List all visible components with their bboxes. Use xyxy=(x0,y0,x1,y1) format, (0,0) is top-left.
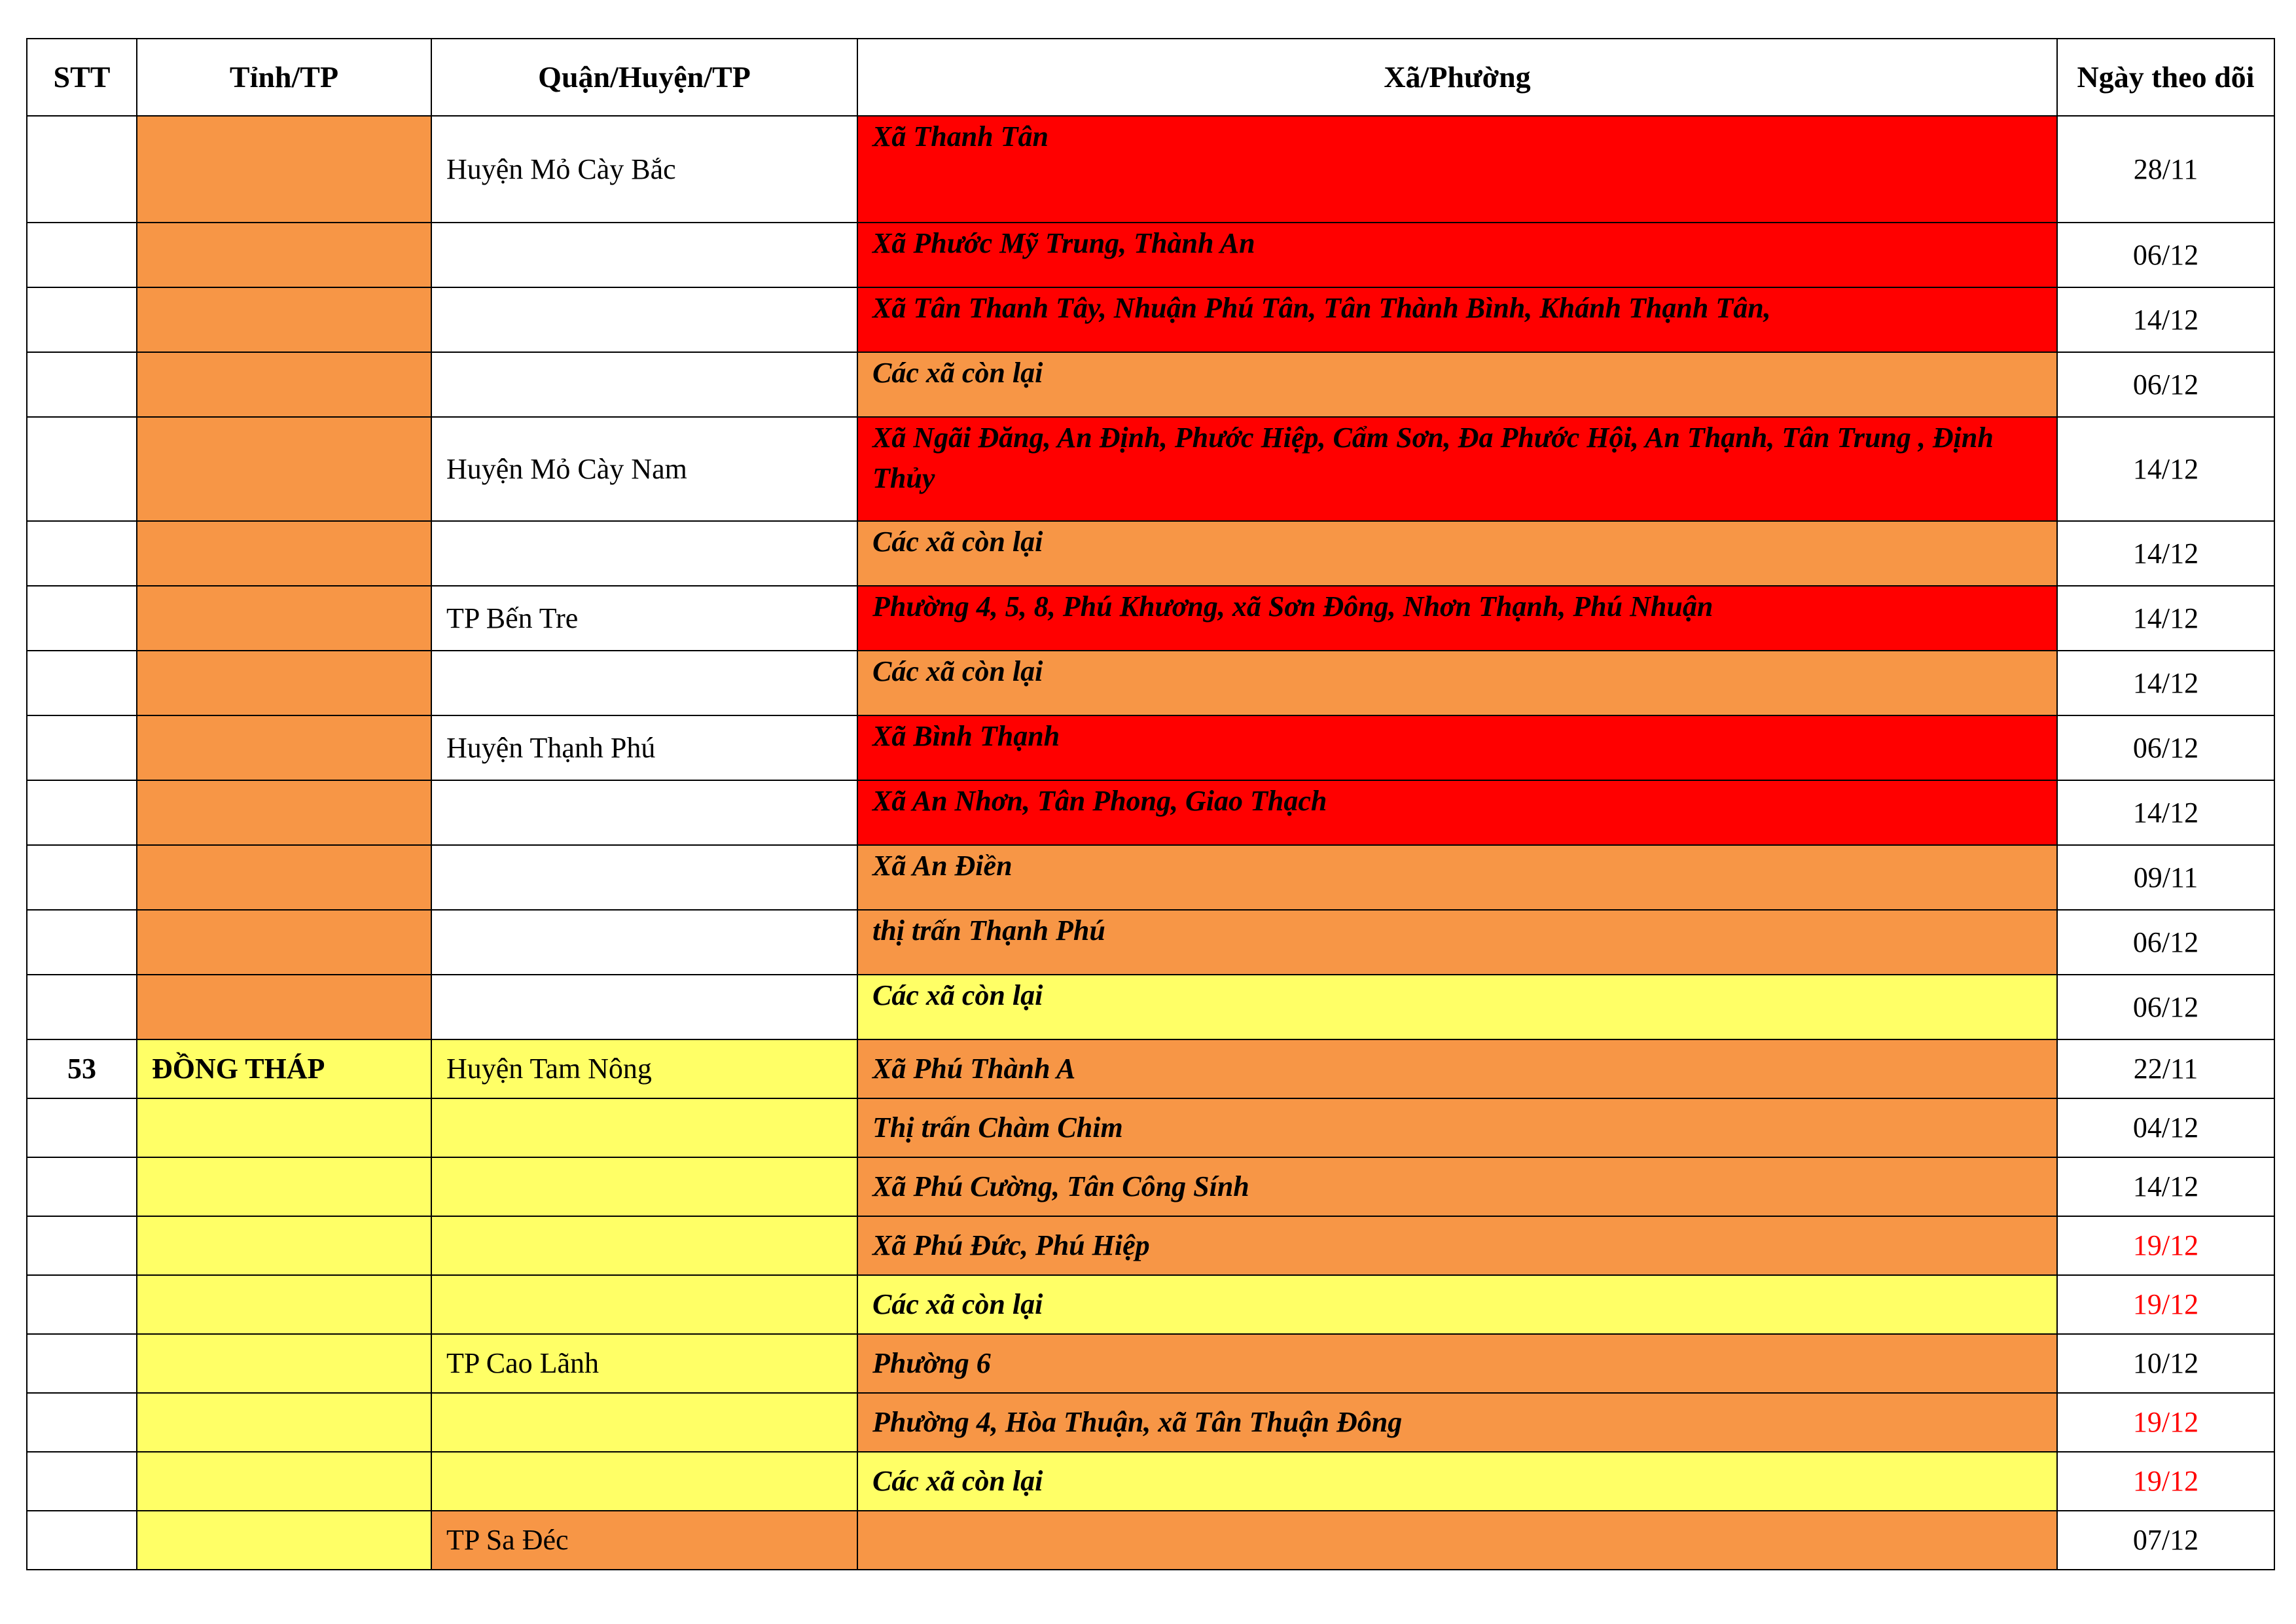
district-cell: TP Cao Lãnh xyxy=(431,1334,857,1393)
stt-cell xyxy=(27,1275,137,1334)
ward-cell: Phường 4, 5, 8, Phú Khương, xã Sơn Đông, Nhơn Thạnh, Phú Nhuận xyxy=(857,586,2057,651)
date-cell: 14/12 xyxy=(2057,287,2274,352)
table-row xyxy=(27,116,2274,223)
ward-cell: Các xã còn lại xyxy=(857,975,2057,1039)
date-cell: 19/12 xyxy=(2057,1275,2274,1334)
date-cell: 06/12 xyxy=(2057,715,2274,780)
district-cell xyxy=(431,521,857,586)
stt-cell xyxy=(27,116,137,223)
table-row xyxy=(27,715,2274,780)
district-cell xyxy=(431,910,857,975)
ward-cell: Xã An Điền xyxy=(857,845,2057,910)
date-cell: 14/12 xyxy=(2057,1157,2274,1216)
table-row xyxy=(27,845,2274,910)
date-cell: 22/11 xyxy=(2057,1039,2274,1098)
ward-cell: Các xã còn lại xyxy=(857,521,2057,586)
stt-cell xyxy=(27,1393,137,1452)
ward-cell: Xã Phú Cường, Tân Công Sính xyxy=(857,1157,2057,1216)
stt-cell xyxy=(27,651,137,715)
ward-cell: Xã An Nhơn, Tân Phong, Giao Thạch xyxy=(857,780,2057,845)
ward-cell: Thị trấn Chàm Chim xyxy=(857,1098,2057,1157)
province-cell xyxy=(137,1216,431,1275)
district-cell xyxy=(431,1216,857,1275)
table-row xyxy=(27,1216,2274,1275)
district-cell xyxy=(431,352,857,417)
date-cell: 06/12 xyxy=(2057,352,2274,417)
province-cell xyxy=(137,521,431,586)
stt-cell xyxy=(27,1452,137,1511)
ward-cell: Xã Ngãi Đăng, An Định, Phước Hiệp, Cẩm Sơn, Đa Phước Hội, An Thạnh, Tân Trung , Định Thủy xyxy=(857,417,2057,521)
stt-cell: 53 xyxy=(27,1039,137,1098)
province-cell xyxy=(137,1334,431,1393)
table-row xyxy=(27,975,2274,1039)
province-cell xyxy=(137,1157,431,1216)
date-cell: 28/11 xyxy=(2057,116,2274,223)
table-row xyxy=(27,1393,2274,1452)
province-cell xyxy=(137,1511,431,1570)
ward-cell: Các xã còn lại xyxy=(857,651,2057,715)
date-cell: 10/12 xyxy=(2057,1334,2274,1393)
ward-cell: Xã Bình Thạnh xyxy=(857,715,2057,780)
stt-cell xyxy=(27,223,137,287)
table-row xyxy=(27,1334,2274,1393)
stt-cell xyxy=(27,910,137,975)
province-cell xyxy=(137,975,431,1039)
province-cell: ĐỒNG THÁP xyxy=(137,1039,431,1098)
ward-cell: Phường 4, Hòa Thuận, xã Tân Thuận Đông xyxy=(857,1393,2057,1452)
date-cell: 04/12 xyxy=(2057,1098,2274,1157)
table-row xyxy=(27,521,2274,586)
province-cell xyxy=(137,586,431,651)
date-cell: 06/12 xyxy=(2057,910,2274,975)
district-cell: TP Bến Tre xyxy=(431,586,857,651)
ward-cell: thị trấn Thạnh Phú xyxy=(857,910,2057,975)
province-cell xyxy=(137,1098,431,1157)
table-row xyxy=(27,1511,2274,1570)
date-cell: 14/12 xyxy=(2057,780,2274,845)
province-cell xyxy=(137,417,431,521)
district-cell xyxy=(431,287,857,352)
ward-cell xyxy=(857,1511,2057,1570)
province-cell xyxy=(137,845,431,910)
district-cell: Huyện Mỏ Cày Nam xyxy=(431,417,857,521)
stt-cell xyxy=(27,352,137,417)
ward-cell: Xã Thanh Tân xyxy=(857,116,2057,223)
date-cell: 06/12 xyxy=(2057,975,2274,1039)
date-cell: 14/12 xyxy=(2057,651,2274,715)
date-cell: 09/11 xyxy=(2057,845,2274,910)
table-row xyxy=(27,1452,2274,1511)
province-cell xyxy=(137,910,431,975)
district-cell xyxy=(431,780,857,845)
table-row xyxy=(27,586,2274,651)
date-cell: 19/12 xyxy=(2057,1452,2274,1511)
district-cell xyxy=(431,1157,857,1216)
header-ward: Xã/Phường xyxy=(857,39,2057,116)
ward-cell: Xã Phước Mỹ Trung, Thành An xyxy=(857,223,2057,287)
province-cell xyxy=(137,223,431,287)
district-cell xyxy=(431,1098,857,1157)
stt-cell xyxy=(27,521,137,586)
district-cell: Huyện Mỏ Cày Bắc xyxy=(431,116,857,223)
district-cell xyxy=(431,223,857,287)
province-cell xyxy=(137,287,431,352)
district-cell: Huyện Tam Nông xyxy=(431,1039,857,1098)
province-cell xyxy=(137,780,431,845)
stt-cell xyxy=(27,780,137,845)
date-cell: 06/12 xyxy=(2057,223,2274,287)
stt-cell xyxy=(27,1098,137,1157)
table-row xyxy=(27,1098,2274,1157)
table-row xyxy=(27,1275,2274,1334)
header-stt: STT xyxy=(27,39,137,116)
stt-cell xyxy=(27,975,137,1039)
province-cell xyxy=(137,352,431,417)
date-cell: 19/12 xyxy=(2057,1393,2274,1452)
district-cell xyxy=(431,975,857,1039)
header-district: Quận/Huyện/TP xyxy=(431,39,857,116)
ward-cell: Xã Tân Thanh Tây, Nhuận Phú Tân, Tân Thành Bình, Khánh Thạnh Tân, xyxy=(857,287,2057,352)
province-cell xyxy=(137,715,431,780)
stt-cell xyxy=(27,1216,137,1275)
table-row xyxy=(27,352,2274,417)
ward-cell: Phường 6 xyxy=(857,1334,2057,1393)
table-row xyxy=(27,417,2274,521)
province-cell xyxy=(137,1275,431,1334)
ward-cell: Xã Phú Đức, Phú Hiệp xyxy=(857,1216,2057,1275)
district-cell xyxy=(431,1393,857,1452)
district-cell: TP Sa Đéc xyxy=(431,1511,857,1570)
district-cell xyxy=(431,845,857,910)
date-cell: 19/12 xyxy=(2057,1216,2274,1275)
stt-cell xyxy=(27,715,137,780)
table-header-row xyxy=(27,39,2274,116)
stt-cell xyxy=(27,287,137,352)
date-cell: 14/12 xyxy=(2057,417,2274,521)
stt-cell xyxy=(27,845,137,910)
header-date: Ngày theo dõi xyxy=(2057,39,2274,116)
table-row xyxy=(27,910,2274,975)
table-row xyxy=(27,287,2274,352)
table-row xyxy=(27,780,2274,845)
monitoring-table xyxy=(26,38,2275,1570)
ward-cell: Các xã còn lại xyxy=(857,1275,2057,1334)
table-row xyxy=(27,1039,2274,1098)
table-row xyxy=(27,651,2274,715)
province-cell xyxy=(137,651,431,715)
stt-cell xyxy=(27,417,137,521)
ward-cell: Xã Phú Thành A xyxy=(857,1039,2057,1098)
district-cell: Huyện Thạnh Phú xyxy=(431,715,857,780)
district-cell xyxy=(431,651,857,715)
table-body xyxy=(27,116,2274,1570)
district-cell xyxy=(431,1452,857,1511)
date-cell: 14/12 xyxy=(2057,521,2274,586)
date-cell: 14/12 xyxy=(2057,586,2274,651)
stt-cell xyxy=(27,586,137,651)
ward-cell: Các xã còn lại xyxy=(857,1452,2057,1511)
stt-cell xyxy=(27,1511,137,1570)
table-row xyxy=(27,223,2274,287)
province-cell xyxy=(137,116,431,223)
district-cell xyxy=(431,1275,857,1334)
ward-cell: Các xã còn lại xyxy=(857,352,2057,417)
stt-cell xyxy=(27,1157,137,1216)
province-cell xyxy=(137,1452,431,1511)
header-province: Tỉnh/TP xyxy=(137,39,431,116)
stt-cell xyxy=(27,1334,137,1393)
province-cell xyxy=(137,1393,431,1452)
date-cell: 07/12 xyxy=(2057,1511,2274,1570)
table-row xyxy=(27,1157,2274,1216)
